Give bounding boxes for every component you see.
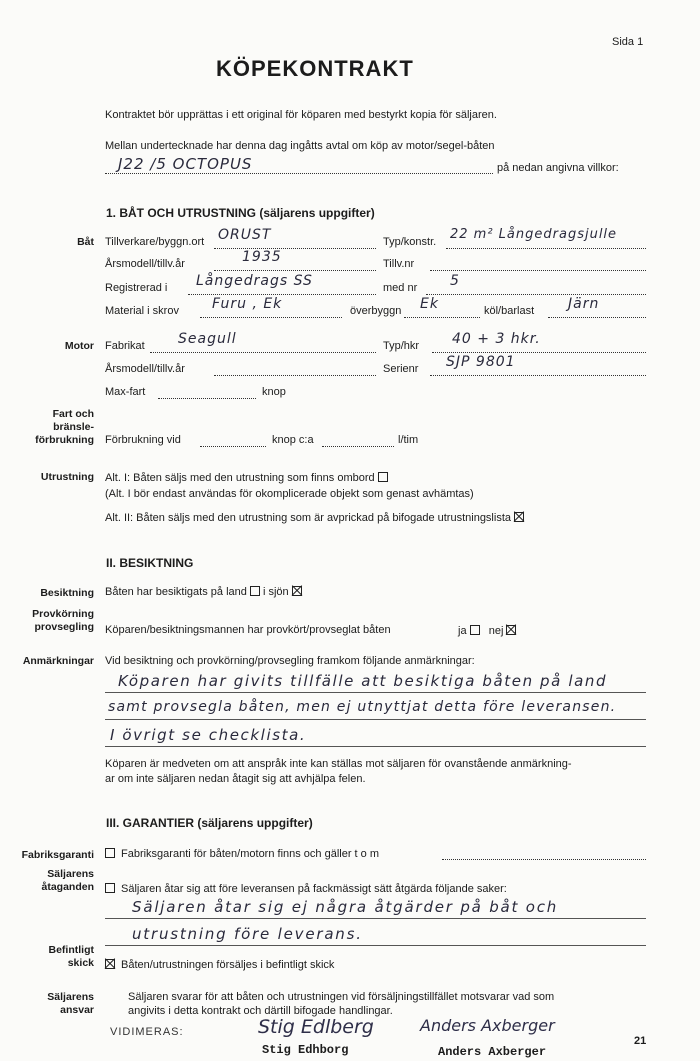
agreement-line: Mellan undertecknade har denna dag ingåtts avtal om köp av motor/segel-båten bbox=[105, 140, 495, 152]
side-label-inspection: Besiktning bbox=[40, 587, 94, 599]
page-number: 21 bbox=[634, 1035, 647, 1047]
signature-2-name: Anders Axberger bbox=[438, 1045, 547, 1059]
year-label: Årsmodell/tillv.år bbox=[105, 258, 185, 270]
asis-text: Båten/utrustningen försäljes i befintligt skick bbox=[105, 958, 334, 971]
type-value: 22 m² Långedragsjulle bbox=[450, 227, 618, 242]
side-label-responsibility: Säljarens ansvar bbox=[47, 991, 94, 1016]
side-label-fuel: Fart och bränsle-förbrukning bbox=[35, 408, 94, 446]
side-label-remarks: Anmärkningar bbox=[22, 655, 94, 667]
checkbox-alt2-checked[interactable] bbox=[514, 512, 524, 522]
signature-1-script: Stig Edlberg bbox=[258, 1016, 374, 1038]
notice-line-1: Köparen är medveten om att anspråk inte kan ställas mot säljaren för ovanstående anmärkning- bbox=[105, 758, 572, 770]
manufacturer-label: Tillverkare/byggn.ort bbox=[105, 236, 205, 248]
alt1-note: (Alt. I bör endast användas för okomplicerade objekt som genast avhämtas) bbox=[105, 488, 474, 500]
motor-make-value: Seagull bbox=[178, 331, 237, 347]
section-3-heading: III. GARANTIER (säljarens uppgifter) bbox=[106, 816, 313, 830]
intro-text: Kontraktet bör upprättas i ett original för köparen med bestyrkt kopia för säljaren. bbox=[105, 109, 497, 121]
mfgno-label: Tillv.nr bbox=[383, 258, 415, 270]
serial-value: SJP 9801 bbox=[446, 354, 516, 370]
motor-type-value: 40 + 3 hkr. bbox=[452, 331, 541, 347]
material-value: Furu , Ek bbox=[212, 296, 283, 312]
registered-value: Långedrags SS bbox=[196, 273, 313, 289]
section-2-heading: II. BESIKTNING bbox=[106, 556, 194, 570]
motor-type-label: Typ/hkr bbox=[383, 340, 420, 352]
number-label: med nr bbox=[383, 282, 418, 294]
checkbox-asis-checked[interactable] bbox=[105, 959, 115, 969]
year-value: 1935 bbox=[242, 249, 282, 265]
testdrive-text: Köparen/besiktningsmannen har provkört/provseglat båten bbox=[105, 624, 391, 636]
material-label: Material i skrov bbox=[105, 305, 179, 317]
checkbox-water-checked[interactable] bbox=[292, 586, 302, 596]
serial-label: Serienr bbox=[383, 363, 419, 375]
page-label: Sida 1 bbox=[612, 36, 644, 48]
remarks-line-3: I övrigt se checklista. bbox=[110, 726, 307, 744]
checkbox-factory[interactable] bbox=[105, 848, 115, 858]
checkbox-seller[interactable] bbox=[105, 883, 115, 893]
seller-line-1: Säljaren åtar sig ej några åtgärder på båt och bbox=[132, 898, 559, 916]
type-label: Typ/konstr. bbox=[383, 236, 437, 248]
side-label-seller: Säljarens åtaganden bbox=[41, 868, 94, 893]
responsibility-line-1: Säljaren svarar för att båten och utrustningen vid försäljningstillfället motsvarar vad som bbox=[128, 991, 555, 1003]
checkbox-no-checked[interactable] bbox=[506, 625, 516, 635]
fuel-label: Förbrukning vid bbox=[105, 434, 181, 446]
motor-year-label: Årsmodell/tillv.år bbox=[105, 363, 185, 375]
seller-text: Säljaren åtar sig att före leveransen på fackmässigt sätt åtgärda följande saker: bbox=[105, 882, 507, 895]
alt1-text: Alt. I: Båten säljs med den utrustning som finns ombord bbox=[105, 471, 388, 484]
deck-value: Ek bbox=[420, 296, 439, 312]
checkbox-land[interactable] bbox=[250, 586, 260, 596]
responsibility-line-2: angivits i detta kontrakt och därtill bifogade handlingar. bbox=[128, 1005, 393, 1017]
factory-text: Fabriksgaranti för båten/motorn finns och gäller t o m bbox=[105, 847, 379, 860]
remarks-intro: Vid besiktning och provkörning/provsegling framkom följande anmärkningar: bbox=[105, 655, 475, 667]
manufacturer-value: ORUST bbox=[218, 227, 272, 243]
side-label-factory: Fabriksgaranti bbox=[21, 849, 94, 861]
side-label-boat: Båt bbox=[77, 236, 94, 248]
fuel-unit: l/tim bbox=[398, 434, 419, 446]
signature-2-script: Anders Axberger bbox=[420, 1016, 555, 1035]
side-label-motor: Motor bbox=[64, 340, 94, 352]
inspection-text: Båten har besiktigats på land i sjön bbox=[105, 585, 302, 598]
boat-name-handwritten: J22 /5 OCTOPUS bbox=[118, 155, 253, 173]
section-1-heading: 1. BÅT OCH UTRUSTNING (säljarens uppgifter) bbox=[106, 206, 375, 220]
seller-line-2: utrustning före leverans. bbox=[132, 925, 363, 943]
registered-label: Registrerad i bbox=[105, 282, 168, 294]
side-label-equipment: Utrustning bbox=[40, 471, 94, 483]
side-label-testdrive: Provkörning provsegling bbox=[32, 608, 94, 633]
notice-line-2: ar om inte säljaren nedan åtagit sig att avhjälpa felen. bbox=[105, 773, 366, 785]
maxspeed-label: Max-fart bbox=[105, 386, 146, 398]
remarks-line-1: Köparen har givits tillfälle att besiktiga båten på land bbox=[118, 672, 608, 690]
checkbox-yes[interactable] bbox=[470, 625, 480, 635]
maxspeed-unit: knop bbox=[262, 386, 286, 398]
document-title: KÖPEKONTRAKT bbox=[216, 56, 414, 81]
checkbox-alt1[interactable] bbox=[378, 472, 388, 482]
remarks-line-2: samt provsegla båten, men ej utnyttjat detta före leveransen. bbox=[108, 699, 617, 715]
number-value: 5 bbox=[450, 273, 460, 289]
motor-make-label: Fabrikat bbox=[105, 340, 145, 352]
signature-1-name: Stig Edhborg bbox=[262, 1043, 349, 1057]
side-label-asis: Befintligt skick bbox=[48, 944, 94, 969]
witness-label: VIDIMERAS: bbox=[110, 1026, 184, 1038]
fuel-mid: knop c:a bbox=[272, 434, 314, 446]
deck-label: överbyggn bbox=[350, 305, 402, 317]
keel-label: köl/barlast bbox=[484, 305, 535, 317]
conditions-suffix: på nedan angivna villkor: bbox=[497, 162, 619, 174]
keel-value: Järn bbox=[568, 296, 600, 312]
testdrive-options: ja nej bbox=[458, 624, 516, 637]
alt2-text: Alt. II: Båten säljs med den utrustning som är avprickad på bifogade utrustningslista bbox=[105, 511, 524, 524]
